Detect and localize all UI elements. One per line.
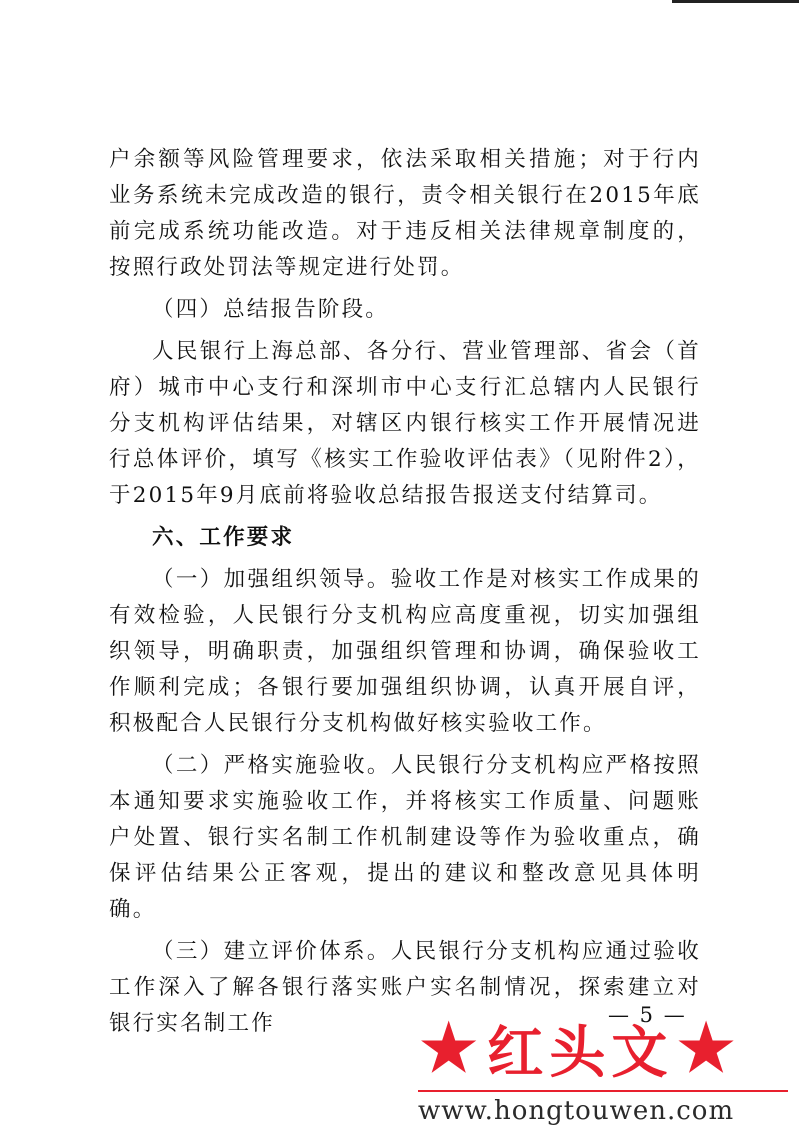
star-left-icon: ★ — [420, 1011, 484, 1086]
watermark-title-row — [420, 1011, 741, 1086]
watermark-divider — [418, 1090, 788, 1092]
top-rule — [672, 0, 799, 3]
paragraph-3: 人民银行上海总部、各分行、营业管理部、省会（首府）城市中心支行和深圳市中心支行汇总辖内人民银行分支机构评估结果，对辖区内银行核实工作开展情况进行总体评价，填写《核实工作验收评估表》（见附件2），于2015年9月底前将验收总结报告报送支付结算司。 — [109, 339, 701, 508]
paragraph-req-3: （三）建立评价体系。人民银行分支机构应通过验收工作深入了解各银行落实账户实名制情况，探索建立对银行实名制工作 — [109, 939, 701, 1036]
paragraph-req-2: （二）严格实施验收。人民银行分支机构应严格按照本通知要求实施验收工作，并将核实工作质量、问题账户处置、银行实名制工作机制建设等作为验收重点，确保评估结果公正客观，提出的建议和整改意见具体明确。 — [109, 753, 701, 922]
star-right-icon: ★ — [677, 1011, 741, 1086]
paragraph-req-1: （一）加强组织领导。验收工作是对核实工作成果的有效检验，人民银行分支机构应高度重视，切实加强组织领导，明确职责，加强组织管理和协调，确保验收工作顺利完成；各银行要加强组织协调，认真开展自评，积极配合人民银行分支机构做好核实验收工作。 — [109, 567, 701, 736]
paragraph-1: 户余额等风险管理要求，依法采取相关措施；对于行内业务系统未完成改造的银行，责令相关银行在2015年底前完成系统功能改造。对于违反相关法律规章制度的，按照行政处罚法等规定进行处罚。 — [109, 147, 701, 280]
page-number: — 5 — — [608, 1003, 687, 1027]
section-heading-6: 六、工作要求 — [152, 525, 295, 550]
document-body — [109, 142, 701, 1042]
watermark — [0, 1011, 799, 1126]
paragraph-section-4: （四）总结报告阶段。 — [152, 297, 390, 322]
watermark-title: 红头文 — [487, 1020, 674, 1086]
watermark-url: www.hongtouwen.com — [418, 1096, 735, 1126]
